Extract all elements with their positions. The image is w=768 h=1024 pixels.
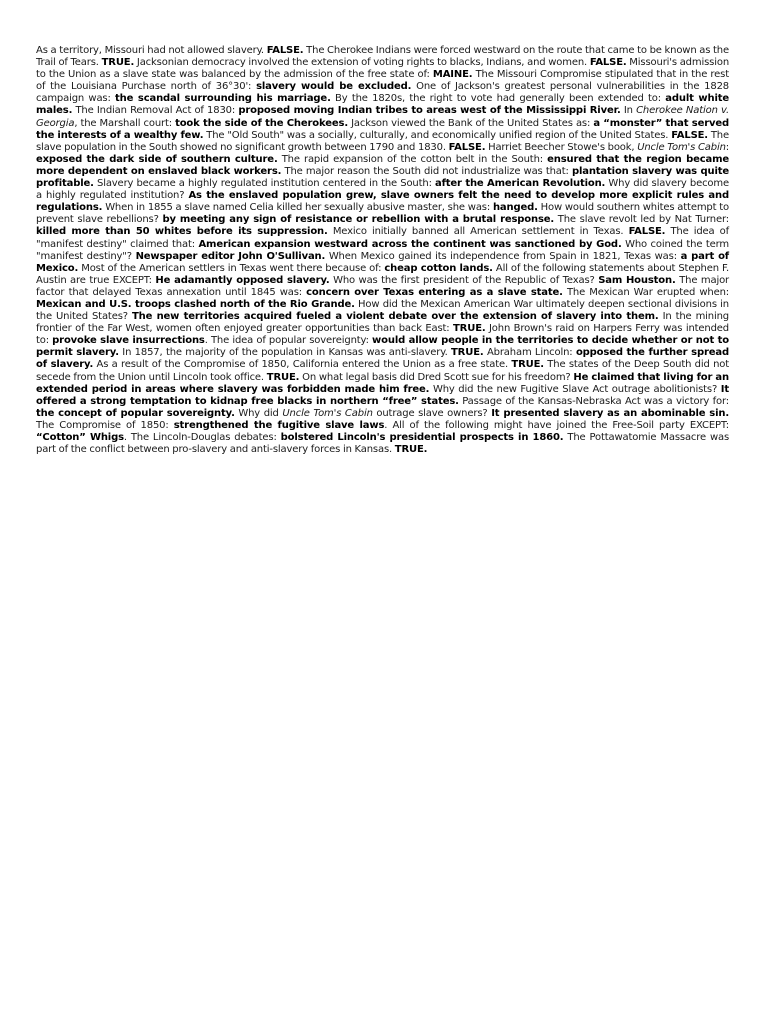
question-text: How did the Mexican American War ultimately deepen sectional divisions in the United States? xyxy=(36,298,729,323)
document-body xyxy=(36,45,729,456)
question-text: The slave revolt led by Nat Turner: xyxy=(554,214,729,226)
answer-text: It presented slavery as an abominable sin. xyxy=(491,407,730,419)
italic-title: Uncle Tom's Cabin xyxy=(282,407,373,419)
answer-text: strengthened the fugitive slave laws xyxy=(173,419,385,431)
question-text: Why did slavery become a highly regulated institution? xyxy=(36,178,729,202)
answer-text: As the enslaved population grew, slave owners felt the need to develop more explicit rules and regulations. xyxy=(36,190,729,214)
question-text: In the mining frontier of the Far West, women often enjoyed greater opportunities than back East: xyxy=(36,311,730,335)
question-text: Abraham Lincoln: xyxy=(483,347,576,359)
question-text: When Mexico gained its independence from Spain in 1821, Texas was: xyxy=(325,250,681,262)
question-text: The Compromise of 1850: xyxy=(36,419,174,431)
answer-text: “Cotton” Whigs xyxy=(36,432,124,443)
question-text: All of the following statements about Stephen F. Austin are true EXCEPT: xyxy=(36,262,729,286)
answer-text: Mexican and U.S. troops clashed north of the Rio Grande. xyxy=(36,298,355,310)
question-text: The Mexican War erupted when: xyxy=(562,286,729,298)
answer-text: American expansion westward across the continent was sanctioned by God. xyxy=(198,238,622,250)
question-text: The slave population in the South showed no significant growth between 1790 and 1830. xyxy=(36,129,729,153)
question-text: The Indian Removal Act of 1830: xyxy=(72,105,239,117)
question-text: , the Marshall court: xyxy=(74,117,176,129)
question-text: Why did the new Fugitive Slave Act outrage abolitionists? xyxy=(429,383,721,395)
answer-text: ensured that the region became more dependent on enslaved black workers. xyxy=(36,153,729,177)
answer-text: FALSE. xyxy=(671,129,708,141)
question-text: : xyxy=(725,141,729,153)
question-text: By the 1820s, the right to vote had generally been extended to: xyxy=(330,93,666,105)
answer-text: killed more than 50 whites before its suppression. xyxy=(36,226,328,238)
answer-text: the scandal surrounding his marriage. xyxy=(115,93,331,105)
answer-text: a part of Mexico. xyxy=(36,250,730,274)
answer-text: the concept of popular sovereignty. xyxy=(36,407,235,419)
question-text: Harriet Beecher Stowe's book, xyxy=(485,141,638,153)
question-text: The rapid expansion of the cotton belt in the South: xyxy=(277,153,548,165)
answer-text: hanged. xyxy=(492,202,538,214)
answer-text: He adamantly opposed slavery. xyxy=(155,274,330,286)
answer-text: slavery would be excluded. xyxy=(256,81,412,93)
question-text: The "Old South" was a socially, culturally, and economically unified region of the United States. xyxy=(203,129,672,141)
question-text: Missouri's admission to the Union as a slave state was balanced by the admission of the free state of: xyxy=(36,57,730,81)
question-text: As a result of the Compromise of 1850, California entered the Union as a free state. xyxy=(93,359,512,371)
question-text: The Missouri Compromise stipulated that in the rest of the Louisiana Purchase north of 36°30': xyxy=(36,69,729,93)
question-text: . All of the following might have joined the Free-Soil party EXCEPT: xyxy=(384,419,729,431)
answer-text: He claimed that living for an extended period in areas where slavery was forbidden made him free. xyxy=(36,371,729,395)
answer-text: a “monster” that served the interests of a wealthy few. xyxy=(36,117,729,141)
answer-text: FALSE. xyxy=(448,141,486,153)
question-text: The major reason the South did not industrialize was that: xyxy=(281,165,572,177)
question-text: As a territory, Missouri had not allowed slavery. xyxy=(36,45,267,56)
question-text: On what legal basis did Dred Scott sue for his freedom? xyxy=(299,371,574,383)
answer-text: TRUE. xyxy=(266,371,300,383)
answer-text: TRUE. xyxy=(394,444,428,456)
answer-text: took the side of the Cherokees. xyxy=(175,117,348,129)
answer-text: would allow people in the territories to decide whether or not to permit slavery. xyxy=(36,335,729,359)
answer-text: TRUE. xyxy=(511,359,544,371)
question-text: Jackson viewed the Bank of the United States as: xyxy=(347,117,594,129)
question-text: . The idea of popular sovereignty: xyxy=(204,335,373,347)
answer-text: adult white males. xyxy=(36,93,729,117)
answer-text: It offered a strong temptation to kidnap free blacks in northern “free” states. xyxy=(36,383,729,407)
question-text: The major factor that delayed Texas annexation until 1845 was: xyxy=(36,274,730,298)
question-text: Who coined the term "manifest destiny"? xyxy=(36,238,729,262)
question-text: John Brown's raid on Harpers Ferry was intended to: xyxy=(36,323,729,347)
answer-text: cheap cotton lands. xyxy=(384,262,493,274)
italic-title: Cherokee Nation v. Georgia xyxy=(36,105,729,129)
answer-text: MAINE. xyxy=(432,69,473,81)
answer-text: FALSE. xyxy=(628,226,666,238)
question-text: outrage slave owners? xyxy=(372,407,492,419)
answer-text: after the American Revolution. xyxy=(434,178,606,190)
question-text: The Cherokee Indians were forced westward on the route that came to be known as the Trail of Tears. xyxy=(36,45,729,69)
italic-title: Uncle Tom's Cabin xyxy=(637,141,726,153)
question-text: . The Lincoln-Douglas debates: xyxy=(123,432,281,443)
question-text: The states of the Deep South did not secede from the Union until Lincoln took office. xyxy=(36,359,730,383)
question-text: Passage of the Kansas-Nebraska Act was a victory for: xyxy=(458,395,729,407)
question-text: Jacksonian democracy involved the extension of voting rights to blacks, Indians, and women. xyxy=(134,57,590,69)
question-text: One of Jackson's greatest personal vulnerabilities in the 1828 campaign was: xyxy=(36,81,730,105)
answer-text: opposed the further spread of slavery. xyxy=(36,347,729,371)
answer-text: TRUE. xyxy=(453,323,486,335)
question-text: How would southern whites attempt to prevent slave rebellions? xyxy=(36,202,729,226)
question-text: The Pottawatomie Massacre was part of the conflict between pro-slavery and anti-slavery forces in Kansas. xyxy=(36,432,730,456)
answer-text: exposed the dark side of southern culture. xyxy=(36,153,278,165)
answer-text: proposed moving Indian tribes to areas west of the Mississippi River. xyxy=(238,105,621,117)
question-text: In 1857, the majority of the population in Kansas was anti-slavery. xyxy=(118,347,452,359)
question-text: Mexico initially banned all American settlement in Texas. xyxy=(327,226,629,238)
question-text: When in 1855 a slave named Celia killed her sexually abusive master, she was: xyxy=(102,202,493,214)
question-text: Slavery became a highly regulated institution centered in the South: xyxy=(93,178,435,190)
answer-text: FALSE. xyxy=(589,57,627,69)
answer-text: Newspaper editor John O'Sullivan. xyxy=(135,250,326,262)
answer-text: The new territories acquired fueled a violent debate over the extension of slavery into them. xyxy=(131,311,659,323)
question-text: In xyxy=(620,105,637,117)
answer-text: concern over Texas entering as a slave state. xyxy=(306,286,563,298)
answer-text: plantation slavery was quite profitable. xyxy=(36,165,729,190)
answer-text: FALSE. xyxy=(266,45,304,56)
question-text: Who was the first president of the Republic of Texas? xyxy=(329,274,599,286)
question-text: The idea of "manifest destiny" claimed that: xyxy=(36,226,730,250)
answer-text: provoke slave insurrections xyxy=(52,335,205,347)
question-text: Why did xyxy=(234,407,283,419)
answer-text: bolstered Lincoln's presidential prospects in 1860. xyxy=(280,432,564,443)
answer-text: TRUE. xyxy=(101,57,135,69)
question-text: Most of the American settlers in Texas went there because of: xyxy=(78,262,385,274)
answer-text: by meeting any sign of resistance or rebellion with a brutal response. xyxy=(162,214,555,226)
answer-text: Sam Houston. xyxy=(598,274,676,286)
answer-text: TRUE. xyxy=(451,347,484,359)
